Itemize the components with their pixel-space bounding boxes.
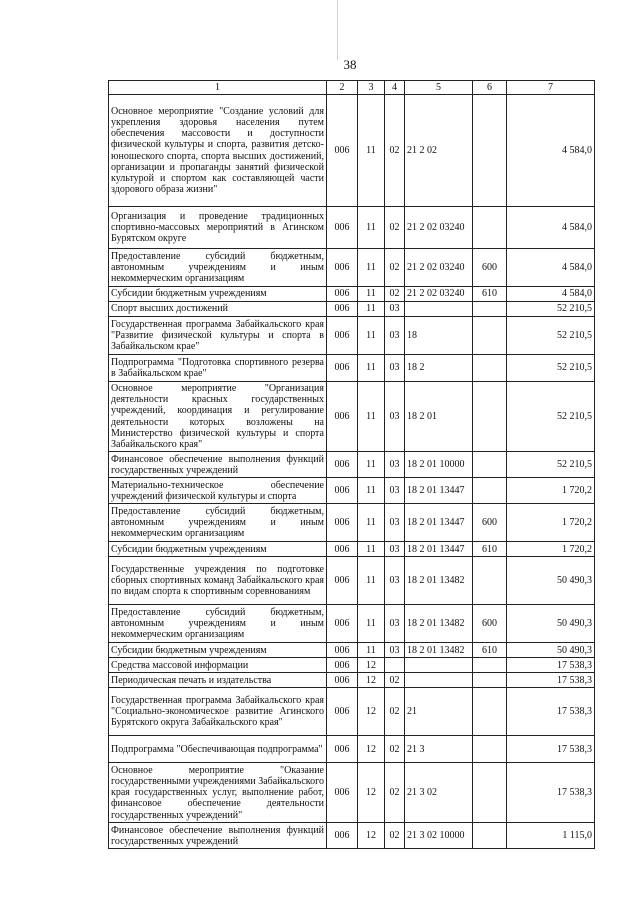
table-row: [109, 542, 595, 557]
row-name: Предоставление субсидий бюджетным, автономным учреждениям и иным некоммерческим организациям: [109, 605, 327, 643]
row-ved-code: 006: [327, 673, 358, 688]
table-row: [109, 207, 595, 249]
row-section-code: 12: [358, 823, 385, 849]
row-target-article: 21 3 02 10000: [405, 823, 473, 849]
row-target-article: 21 2 02 03240: [405, 287, 473, 302]
row-ved-code: 006: [327, 763, 358, 823]
row-expense-type: [473, 736, 507, 763]
row-section-code: 12: [358, 688, 385, 736]
row-expense-type: [473, 452, 507, 478]
row-section-code: 11: [358, 504, 385, 542]
row-name: Материально-техническое обеспечение учреждений физической культуры и спорта: [109, 478, 327, 504]
row-amount: 4 584,0: [507, 207, 595, 249]
row-name: Средства массовой информации: [109, 658, 327, 673]
row-target-article: 21 2 02 03240: [405, 249, 473, 287]
row-expense-type: [473, 382, 507, 452]
row-expense-type: [473, 823, 507, 849]
row-ved-code: 006: [327, 478, 358, 504]
table-body: [109, 95, 595, 849]
table-row: [109, 302, 595, 317]
row-expense-type: [473, 207, 507, 249]
row-target-article: 18 2 01 10000: [405, 452, 473, 478]
row-name: Государственная программа Забайкальского края "Развитие физической культуры и спорта в Забайкальском крае": [109, 317, 327, 355]
row-name: Периодическая печать и издательства: [109, 673, 327, 688]
row-expense-type: [473, 688, 507, 736]
row-name: Предоставление субсидий бюджетным, автономным учреждениям и иным некоммерческим организациям: [109, 504, 327, 542]
table-row: [109, 355, 595, 382]
row-expense-type: [473, 302, 507, 317]
row-ved-code: 006: [327, 736, 358, 763]
header-col-5: 5: [405, 81, 473, 95]
table-row: [109, 504, 595, 542]
row-ved-code: 006: [327, 688, 358, 736]
row-section-code: 11: [358, 557, 385, 605]
row-expense-type: 600: [473, 504, 507, 542]
row-subsection-code: 03: [385, 317, 405, 355]
row-target-article: 18 2 01 13447: [405, 542, 473, 557]
row-subsection-code: 03: [385, 478, 405, 504]
row-expense-type: [473, 355, 507, 382]
row-amount: 52 210,5: [507, 355, 595, 382]
row-ved-code: 006: [327, 207, 358, 249]
row-target-article: [405, 658, 473, 673]
row-expense-type: 610: [473, 287, 507, 302]
row-section-code: 11: [358, 207, 385, 249]
row-expense-type: [473, 557, 507, 605]
row-amount: 1 720,2: [507, 504, 595, 542]
row-subsection-code: 03: [385, 382, 405, 452]
row-name: Спорт высших достижений: [109, 302, 327, 317]
row-name: Субсидии бюджетным учреждениям: [109, 643, 327, 658]
row-expense-type: 610: [473, 542, 507, 557]
row-ved-code: 006: [327, 823, 358, 849]
row-target-article: 18 2 01 13447: [405, 478, 473, 504]
row-name: Основное мероприятие "Создание условий для укрепления здоровья населения путем обеспечения массовости и доступности физической культуры и спорта, развития детско-юношеского спорта, спорта высших достижений, организации и пропаганды занятий физической культурой и спортом как составляющей части здорового образа жизни": [109, 95, 327, 207]
header-col-2: 2: [327, 81, 358, 95]
row-expense-type: [473, 763, 507, 823]
row-expense-type: [473, 658, 507, 673]
row-amount: 50 490,3: [507, 605, 595, 643]
table-row: [109, 557, 595, 605]
row-subsection-code: 02: [385, 823, 405, 849]
row-amount: 17 538,3: [507, 688, 595, 736]
row-target-article: 18 2: [405, 355, 473, 382]
row-expense-type: [473, 317, 507, 355]
row-amount: 1 720,2: [507, 478, 595, 504]
row-target-article: 18 2 01 13482: [405, 643, 473, 658]
row-amount: 50 490,3: [507, 557, 595, 605]
row-amount: 4 584,0: [507, 95, 595, 207]
row-target-article: 21 3 02: [405, 763, 473, 823]
row-section-code: 12: [358, 658, 385, 673]
row-subsection-code: 03: [385, 452, 405, 478]
row-subsection-code: 02: [385, 673, 405, 688]
row-expense-type: 610: [473, 643, 507, 658]
row-section-code: 11: [358, 95, 385, 207]
row-subsection-code: [385, 658, 405, 673]
row-name: Подпрограмма "Обеспечивающая подпрограмма": [109, 736, 327, 763]
table-row: [109, 605, 595, 643]
table-row: [109, 478, 595, 504]
row-section-code: 12: [358, 736, 385, 763]
row-target-article: 18 2 01 13447: [405, 504, 473, 542]
row-section-code: 11: [358, 249, 385, 287]
row-ved-code: 006: [327, 643, 358, 658]
row-subsection-code: 03: [385, 605, 405, 643]
row-subsection-code: 03: [385, 643, 405, 658]
row-amount: 52 210,5: [507, 302, 595, 317]
header-col-3: 3: [358, 81, 385, 95]
row-subsection-code: 03: [385, 504, 405, 542]
row-subsection-code: 03: [385, 557, 405, 605]
row-amount: 1 115,0: [507, 823, 595, 849]
table-row: [109, 823, 595, 849]
row-section-code: 11: [358, 605, 385, 643]
table-row: [109, 763, 595, 823]
row-amount: 17 538,3: [507, 763, 595, 823]
row-section-code: 12: [358, 673, 385, 688]
row-expense-type: [473, 478, 507, 504]
row-subsection-code: 02: [385, 763, 405, 823]
row-name: Государственные учреждения по подготовке сборных спортивных команд Забайкальского края по видам спорта к спортивным соревнованиям: [109, 557, 327, 605]
row-ved-code: 006: [327, 504, 358, 542]
table-row: [109, 287, 595, 302]
row-ved-code: 006: [327, 452, 358, 478]
row-ved-code: 006: [327, 95, 358, 207]
page-number: 38: [343, 57, 357, 72]
row-target-article: 21 2 02 03240: [405, 207, 473, 249]
row-amount: 4 584,0: [507, 287, 595, 302]
row-ved-code: 006: [327, 382, 358, 452]
row-target-article: [405, 673, 473, 688]
row-name: Основное мероприятие "Оказание государственными учреждениями Забайкальского края государственных услуг, выполнение работ, финансовое обеспечение деятельности государственных учреждений": [109, 763, 327, 823]
row-amount: 17 538,3: [507, 736, 595, 763]
table-header-row: [109, 81, 595, 95]
row-ved-code: 006: [327, 542, 358, 557]
row-ved-code: 006: [327, 658, 358, 673]
row-section-code: 11: [358, 478, 385, 504]
table-row: [109, 249, 595, 287]
row-expense-type: 600: [473, 249, 507, 287]
row-target-article: 18 2 01 13482: [405, 605, 473, 643]
row-target-article: 21 3: [405, 736, 473, 763]
table-row: [109, 95, 595, 207]
row-subsection-code: 02: [385, 736, 405, 763]
row-target-article: 21: [405, 688, 473, 736]
table-row: [109, 643, 595, 658]
row-amount: 4 584,0: [507, 249, 595, 287]
budget-table: [108, 80, 595, 849]
row-name: Государственная программа Забайкальского края "Социально-экономическое развитие Агинского Бурятского округа Забайкальского края": [109, 688, 327, 736]
row-section-code: 11: [358, 643, 385, 658]
table-row: [109, 736, 595, 763]
row-name: Финансовое обеспечение выполнения функций государственных учреждений: [109, 452, 327, 478]
row-subsection-code: 03: [385, 542, 405, 557]
row-section-code: 12: [358, 763, 385, 823]
row-expense-type: 600: [473, 605, 507, 643]
fold-line: [337, 0, 338, 60]
row-target-article: [405, 302, 473, 317]
row-ved-code: 006: [327, 287, 358, 302]
row-expense-type: [473, 95, 507, 207]
header-col-4: 4: [385, 81, 405, 95]
row-target-article: 18: [405, 317, 473, 355]
table-row: [109, 673, 595, 688]
table-row: [109, 452, 595, 478]
header-col-6: 6: [473, 81, 507, 95]
row-name: Финансовое обеспечение выполнения функций государственных учреждений: [109, 823, 327, 849]
row-ved-code: 006: [327, 317, 358, 355]
row-amount: 1 720,2: [507, 542, 595, 557]
row-target-article: 18 2 01: [405, 382, 473, 452]
header-col-7: 7: [507, 81, 595, 95]
row-name: Субсидии бюджетным учреждениям: [109, 542, 327, 557]
row-expense-type: [473, 673, 507, 688]
row-amount: 52 210,5: [507, 317, 595, 355]
table-row: [109, 382, 595, 452]
row-name: Организация и проведение традиционных спортивно-массовых мероприятий в Агинском Бурятском округе: [109, 207, 327, 249]
row-name: Основное мероприятие "Организация деятельности красных государственных учреждений, координация и регулирование деятельности которых возложены на Министерство физической культуры и спорта Забайкальского края": [109, 382, 327, 452]
row-subsection-code: 02: [385, 207, 405, 249]
table-row: [109, 688, 595, 736]
row-ved-code: 006: [327, 249, 358, 287]
header-col-1: 1: [109, 81, 327, 95]
row-amount: 52 210,5: [507, 382, 595, 452]
row-target-article: 18 2 01 13482: [405, 557, 473, 605]
row-section-code: 11: [358, 355, 385, 382]
row-ved-code: 006: [327, 302, 358, 317]
row-subsection-code: 02: [385, 287, 405, 302]
row-subsection-code: 02: [385, 249, 405, 287]
table-row: [109, 658, 595, 673]
table-row: [109, 317, 595, 355]
row-subsection-code: 02: [385, 688, 405, 736]
row-section-code: 11: [358, 302, 385, 317]
row-section-code: 11: [358, 317, 385, 355]
row-amount: 52 210,5: [507, 452, 595, 478]
row-amount: 50 490,3: [507, 643, 595, 658]
row-subsection-code: 02: [385, 95, 405, 207]
row-ved-code: 006: [327, 355, 358, 382]
row-target-article: 21 2 02: [405, 95, 473, 207]
row-name: Подпрограмма "Подготовка спортивного резерва в Забайкальском крае": [109, 355, 327, 382]
row-ved-code: 006: [327, 605, 358, 643]
row-subsection-code: 03: [385, 355, 405, 382]
row-section-code: 11: [358, 452, 385, 478]
row-name: Субсидии бюджетным учреждениям: [109, 287, 327, 302]
row-section-code: 11: [358, 542, 385, 557]
row-name: Предоставление субсидий бюджетным, автономным учреждениям и иным некоммерческим организациям: [109, 249, 327, 287]
row-section-code: 11: [358, 287, 385, 302]
row-amount: 17 538,3: [507, 658, 595, 673]
row-section-code: 11: [358, 382, 385, 452]
row-subsection-code: 03: [385, 302, 405, 317]
row-ved-code: 006: [327, 557, 358, 605]
row-amount: 17 538,3: [507, 673, 595, 688]
